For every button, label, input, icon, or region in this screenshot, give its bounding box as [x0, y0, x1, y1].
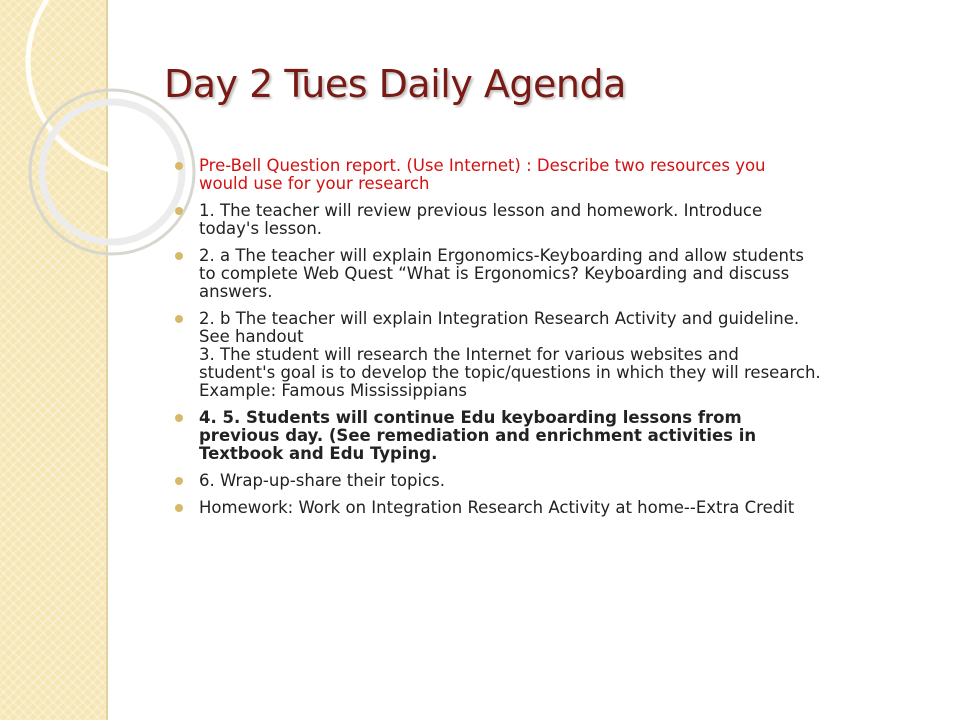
bullet-icon [175, 162, 183, 170]
agenda-line: to complete Web Quest “What is Ergonomics? Keyboarding and discuss [199, 264, 790, 283]
bullet-icon [175, 207, 183, 215]
agenda-line: would use for your research [199, 174, 430, 193]
agenda-line: today's lesson. [199, 219, 323, 238]
agenda-line: previous day. (See remediation and enrichment activities in [199, 426, 757, 445]
agenda-item-ergonomics [175, 247, 945, 301]
agenda-line: 4. 5. Students will continue Edu keyboarding lessons from [199, 408, 742, 427]
bullet-icon [175, 252, 183, 260]
agenda-line: 2. a The teacher will explain Ergonomics-Keyboarding and allow students [199, 246, 805, 265]
bullet-icon [175, 414, 183, 422]
agenda-item-review [175, 202, 945, 238]
bullet-icon [175, 477, 183, 485]
bullet-icon [175, 315, 183, 323]
agenda-line: Example: Famous Mississippians [199, 381, 468, 400]
agenda-line: 6. Wrap-up-share their topics. [199, 471, 445, 490]
bullet-icon [175, 504, 183, 512]
decorative-rings [0, 0, 200, 260]
agenda-item-keyboarding [175, 409, 945, 463]
agenda-line: 2. b The teacher will explain Integration Research Activity and guideline. [199, 309, 800, 328]
agenda-line: student's goal is to develop the topic/questions in which they will research. [199, 363, 821, 382]
agenda-line: See handout [199, 327, 304, 346]
agenda-item-integration [175, 310, 945, 400]
agenda-line: Pre-Bell Question report. (Use Internet) : Describe two resources you [199, 156, 766, 175]
agenda-item-wrapup [175, 472, 945, 490]
agenda-item-homework [175, 499, 945, 517]
slide-title: Day 2 Tues Daily Agenda [164, 62, 626, 106]
agenda-line: Textbook and Edu Typing. [199, 444, 438, 463]
agenda-item-prebell [175, 157, 945, 193]
agenda-list [175, 157, 945, 526]
agenda-line: 1. The teacher will review previous lesson and homework. Introduce [199, 201, 763, 220]
agenda-line: 3. The student will research the Internet for various websites and [199, 345, 739, 364]
agenda-line: Homework: Work on Integration Research Activity at home--Extra Credit [199, 498, 795, 517]
agenda-line: answers. [199, 282, 273, 301]
